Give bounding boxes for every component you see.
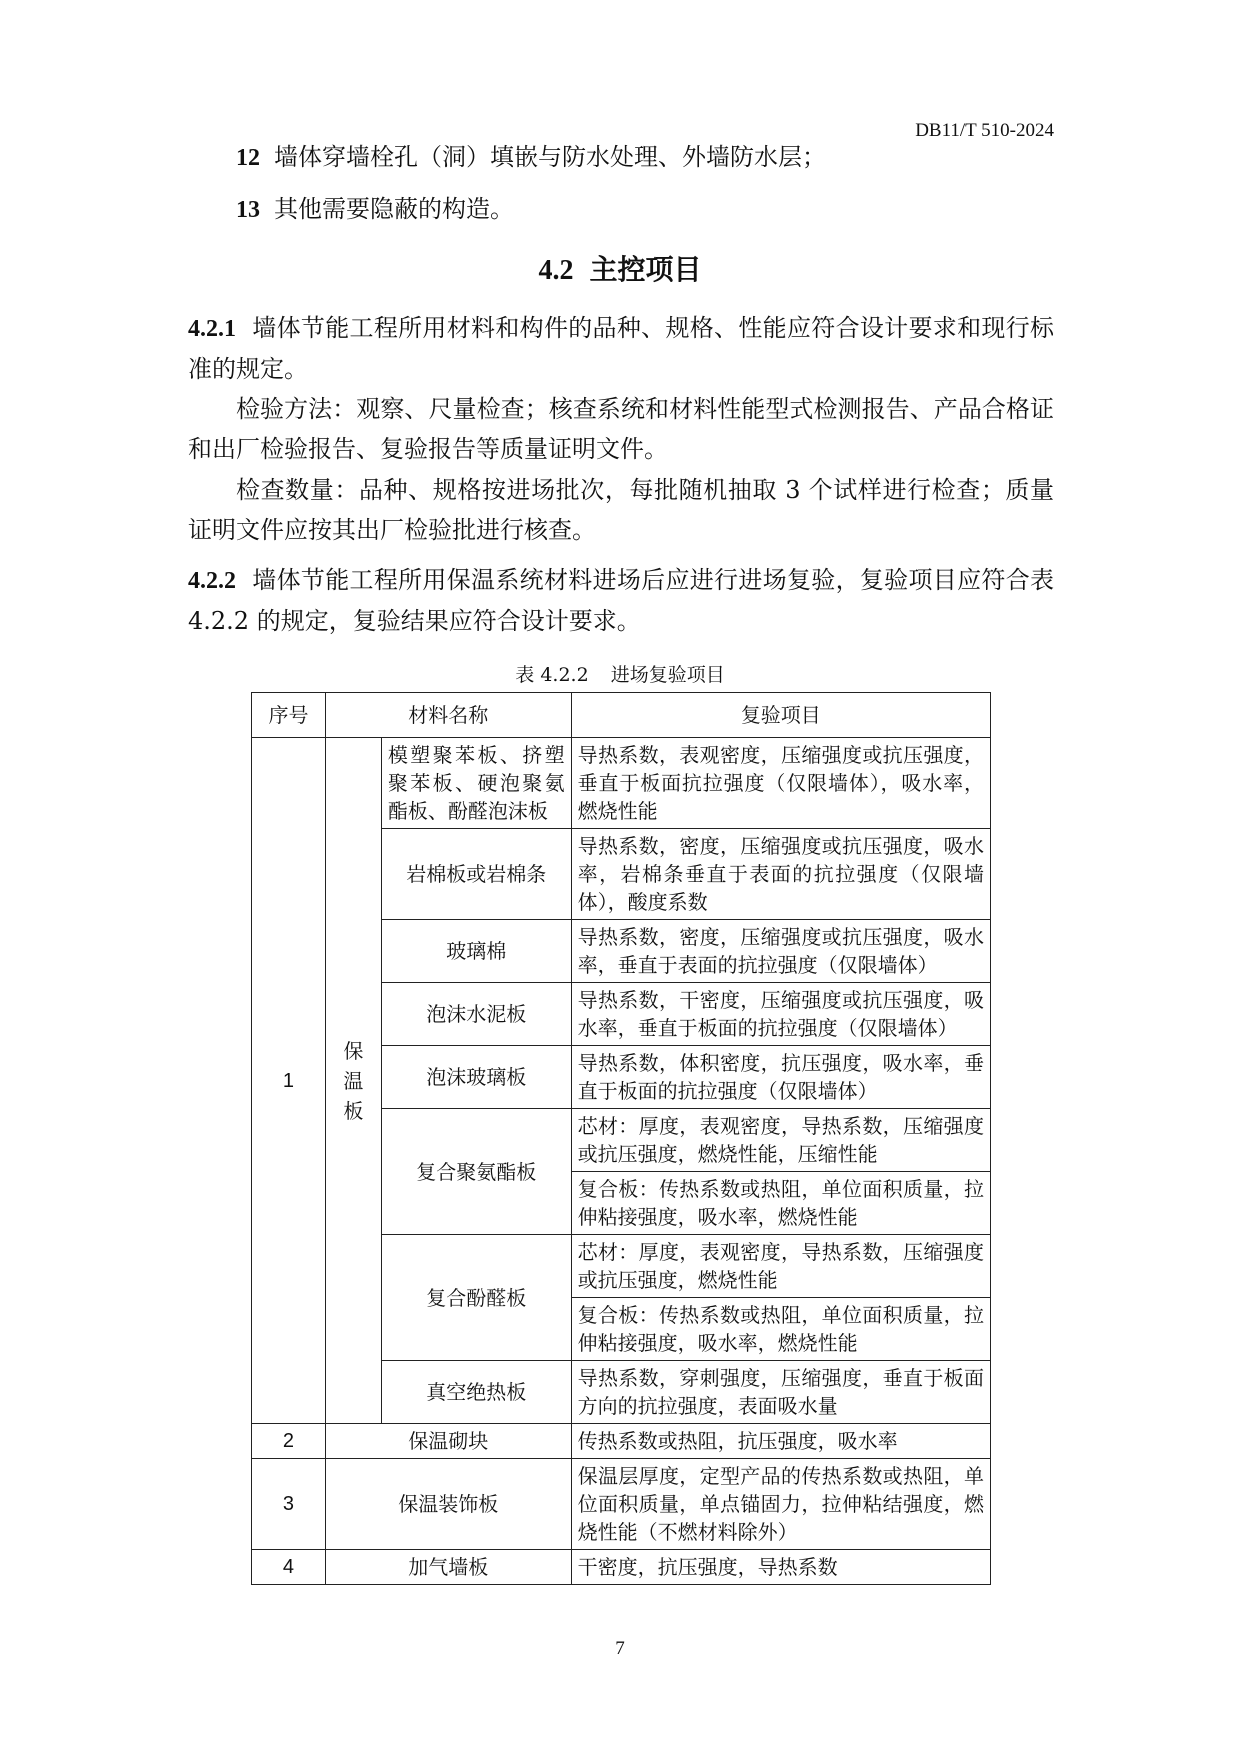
items-cell: 导热系数，干密度，压缩强度或抗压强度，吸水率，垂直于板面的抗拉强度（仅限墙体） xyxy=(571,983,990,1046)
section-number: 4.2 xyxy=(538,255,574,286)
clause-4-2-1 xyxy=(188,308,1054,389)
items-cell: 芯材：厚度，表观密度，导热系数，压缩强度或抗压强度，燃烧性能 xyxy=(571,1235,990,1298)
retest-items-table xyxy=(251,692,991,1585)
material-cell: 泡沫水泥板 xyxy=(381,983,571,1046)
material-cell: 复合聚氨酯板 xyxy=(381,1109,571,1235)
clause-4-2-2 xyxy=(188,560,1054,641)
category-label: 保温板 xyxy=(343,1038,364,1123)
list-item-text: 墙体穿墙栓孔（洞）填嵌与防水处理、外墙防水层； xyxy=(274,143,826,171)
table-header-row xyxy=(252,693,991,738)
items-cell: 复合板：传热系数或热阻，单位面积质量，拉伸粘接强度，吸水率，燃烧性能 xyxy=(571,1172,990,1235)
row-index: 2 xyxy=(252,1424,326,1459)
inspection-method: 检验方法：观察、尺量检查；核查系统和材料性能型式检测报告、产品合格证和出厂检验报告、复验报告等质量证明文件。 xyxy=(188,395,1054,463)
material-cell: 模塑聚苯板、挤塑聚苯板、硬泡聚氨酯板、酚醛泡沫板 xyxy=(381,738,571,829)
material-cell: 真空绝热板 xyxy=(381,1361,571,1424)
list-item-text: 其他需要隐蔽的构造。 xyxy=(274,195,514,223)
material-cell: 复合酚醛板 xyxy=(381,1235,571,1361)
clause-text: 墙体节能工程所用材料和构件的品种、规格、性能应符合设计要求和现行标准的规定。 xyxy=(188,314,1054,383)
row-index: 1 xyxy=(252,738,326,1424)
list-item-number: 13 xyxy=(236,197,260,223)
header-material: 材料名称 xyxy=(325,693,571,738)
category-cell xyxy=(325,738,381,1424)
items-cell: 芯材：厚度，表观密度，导热系数，压缩强度或抗压强度，燃烧性能，压缩性能 xyxy=(571,1109,990,1172)
material-cell: 加气墙板 xyxy=(325,1550,571,1585)
section-title xyxy=(0,248,1240,288)
row-index: 4 xyxy=(252,1550,326,1585)
clause-number: 4.2.1 xyxy=(188,316,236,342)
items-cell: 导热系数，密度，压缩强度或抗压强度，吸水率，垂直于表面的抗拉强度（仅限墙体） xyxy=(571,920,990,983)
table-caption xyxy=(0,660,1240,687)
table-row xyxy=(252,1459,991,1550)
items-cell: 干密度，抗压强度，导热系数 xyxy=(571,1550,990,1585)
items-cell: 导热系数，密度，压缩强度或抗压强度，吸水率，岩棉条垂直于表面的抗拉强度（仅限墙体），酸度系数 xyxy=(571,829,990,920)
table-caption-number: 表 4.2.2 xyxy=(515,664,589,686)
section-heading: 主控项目 xyxy=(589,253,702,286)
table-row xyxy=(252,1424,991,1459)
items-cell: 导热系数，穿刺强度，压缩强度，垂直于板面方向的抗拉强度，表面吸水量 xyxy=(571,1361,990,1424)
items-cell: 导热系数，体积密度，抗压强度，吸水率，垂直于板面的抗拉强度（仅限墙体） xyxy=(571,1046,990,1109)
material-cell: 保温装饰板 xyxy=(325,1459,571,1550)
clause-number: 4.2.2 xyxy=(188,568,236,594)
table-row xyxy=(252,738,991,829)
items-cell: 复合板：传热系数或热阻，单位面积质量，拉伸粘接强度，吸水率，燃烧性能 xyxy=(571,1298,990,1361)
material-cell: 玻璃棉 xyxy=(381,920,571,983)
items-cell: 保温层厚度，定型产品的传热系数或热阻，单位面积质量，单点锚固力，拉伸粘结强度，燃烧性能（不燃材料除外） xyxy=(571,1459,990,1550)
list-item xyxy=(236,138,826,177)
row-index: 3 xyxy=(252,1459,326,1550)
list-item-number: 12 xyxy=(236,145,260,171)
page-number: 7 xyxy=(615,1638,625,1659)
items-cell: 传热系数或热阻，抗压强度，吸水率 xyxy=(571,1424,990,1459)
list-item xyxy=(236,190,514,229)
material-cell: 泡沫玻璃板 xyxy=(381,1046,571,1109)
material-cell: 保温砌块 xyxy=(325,1424,571,1459)
table-caption-title: 进场复验项目 xyxy=(610,664,725,686)
standard-code: DB11/T 510-2024 xyxy=(915,120,1054,141)
header-index: 序号 xyxy=(252,693,326,738)
table-row xyxy=(252,1550,991,1585)
material-cell: 岩棉板或岩棉条 xyxy=(381,829,571,920)
items-cell: 导热系数，表观密度，压缩强度或抗压强度，垂直于板面抗拉强度（仅限墙体），吸水率，燃烧性能 xyxy=(571,738,990,829)
clause-text: 墙体节能工程所用保温系统材料进场后应进行进场复验，复验项目应符合表 4.2.2 的规定，复验结果应符合设计要求。 xyxy=(188,566,1054,635)
header-items: 复验项目 xyxy=(571,693,990,738)
inspection-quantity: 检查数量：品种、规格按进场批次，每批随机抽取 3 个试样进行检查；质量证明文件应按其出厂检验批进行核查。 xyxy=(188,476,1054,544)
